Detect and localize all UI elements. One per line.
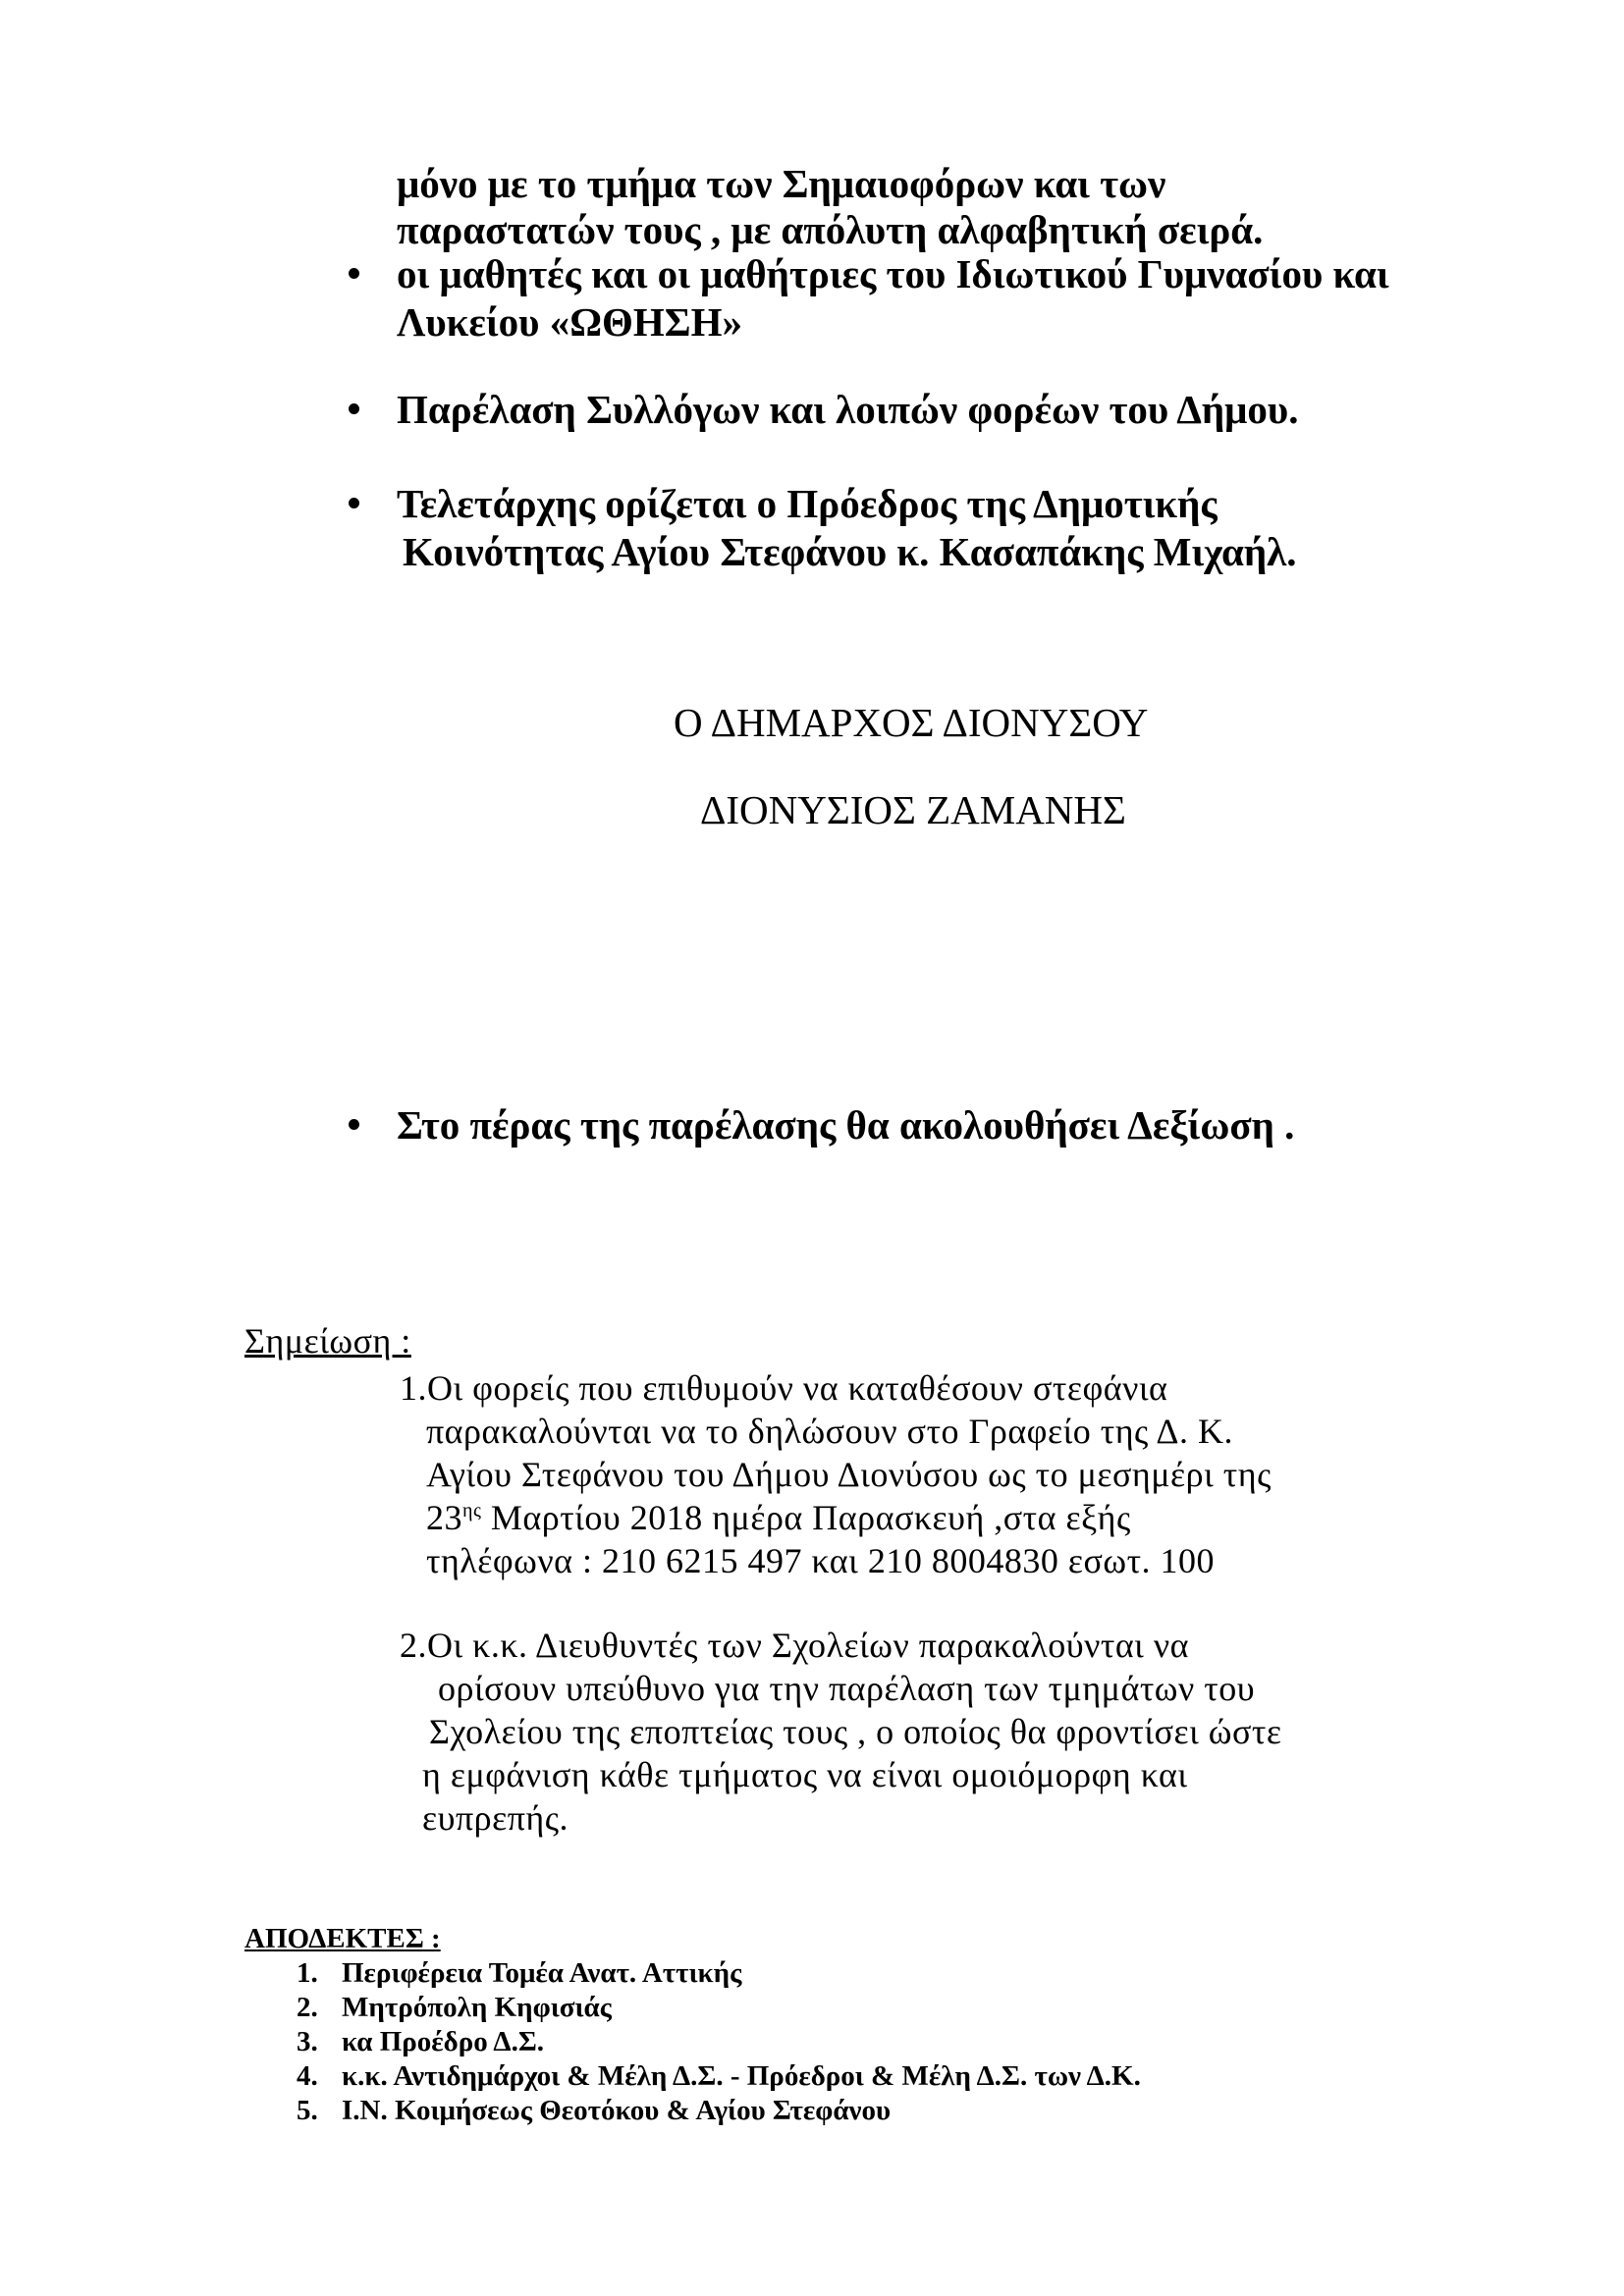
bullet-icon (349, 403, 359, 414)
note-paragraph-1-line-2: παρακαλούνται να το δηλώσουν στο Γραφείο της Δ. Κ. (426, 1412, 1233, 1451)
recipient-item (297, 1956, 741, 1991)
note-paragraph-1-line-4 (426, 1496, 1131, 1539)
mayor-title: Ο ΔΗΜΑΡΧΟΣ ΔΙΟΝΥΣΟΥ (674, 700, 1149, 745)
recipient-item (297, 2025, 544, 2059)
date-day: 23 (426, 1498, 462, 1537)
bullet-icon (349, 268, 359, 279)
mayor-name: ΔΙΟΝΥΣΙΟΣ ΖΑΜΑΝΗΣ (700, 787, 1126, 832)
recipient-item (297, 2094, 891, 2128)
bullet-master-of-ceremonies-line-2: Κοινότητας Αγίου Στεφάνου κ. Κασαπάκης Μιχαήλ. (403, 529, 1297, 574)
bullet-associations: Παρέλαση Συλλόγων και λοιπών φορέων του Δήμου. (397, 387, 1299, 432)
recipient-number: 2. (297, 1992, 318, 2023)
bullet-students-line-2: Λυκείου «ΩΘΗΣΗ» (397, 299, 743, 345)
recipients-heading: ΑΠΟΔΕΚΤΕΣ : (244, 1923, 441, 1954)
note-paragraph-1-line-1: 1.Οι φορείς που επιθυμούν να καταθέσουν στεφάνια (400, 1368, 1168, 1408)
note-paragraph-1-line-5: τηλέφωνα : 210 6215 497 και 210 8004830 εσωτ. 100 (426, 1541, 1216, 1580)
bullet-master-of-ceremonies-line-1: Τελετάρχης ορίζεται ο Πρόεδρος της Δημοτικής (397, 481, 1218, 526)
note-paragraph-2-line-3: Σχολείου της εποπτείας τους , ο οποίος θα φροντίσει ώστε (429, 1712, 1282, 1751)
date-rest: Μαρτίου 2018 ημέρα Παρασκευή ,στα εξής (481, 1498, 1131, 1537)
bullet-icon (349, 498, 359, 508)
bullet-students-line-1: οι μαθητές και οι μαθήτριες του Ιδιωτικού Γυμνασίου και (397, 251, 1389, 296)
note-paragraph-2-line-5: ευπρεπής. (422, 1798, 568, 1838)
bullet-icon (349, 1119, 359, 1130)
note-heading: Σημείωση : (244, 1321, 411, 1361)
continuation-line-2: παραστατών τους , με απόλυτη αλφαβητική σειρά. (397, 207, 1264, 252)
note-paragraph-2-line-1: 2.Οι κ.κ. Διευθυντές των Σχολείων παρακαλούνται να (400, 1626, 1190, 1665)
recipient-text: Περιφέρεια Τομέα Ανατ. Αττικής (342, 1957, 742, 1989)
recipient-number: 5. (297, 2095, 318, 2126)
recipient-number: 3. (297, 2026, 318, 2057)
recipient-number: 1. (297, 1957, 318, 1989)
recipient-item (297, 1991, 612, 2025)
reception-text: Στο πέρας της παρέλασης θα ακολουθήσει Δεξίωση . (397, 1102, 1295, 1148)
note-paragraph-1-line-3: Αγίου Στεφάνου του Δήμου Διονύσου ως το μεσημέρι της (426, 1455, 1272, 1494)
recipient-text: Ι.Ν. Κοιμήσεως Θεοτόκου & Αγίου Στεφάνου (342, 2095, 892, 2126)
recipient-text: κα Προέδρο Δ.Σ. (342, 2026, 545, 2057)
recipient-number: 4. (297, 2060, 318, 2092)
date-ordinal-suffix: ης (462, 1500, 482, 1522)
continuation-line-1: μόνο με το τμήμα των Σημαιοφόρων και των (397, 161, 1166, 206)
note-paragraph-2-line-4: η εμφάνιση κάθε τμήματος να είναι ομοιόμορφη και (422, 1755, 1188, 1794)
note-paragraph-2-line-2: ορίσουν υπεύθυνο για την παρέλαση των τμημάτων του (438, 1669, 1256, 1708)
recipient-text: κ.κ. Αντιδημάρχοι & Μέλη Δ.Σ. - Πρόεδροι & Μέλη Δ.Σ. των Δ.Κ. (342, 2060, 1141, 2092)
recipient-item (297, 2059, 1141, 2094)
recipient-text: Μητρόπολη Κηφισιάς (342, 1992, 612, 2023)
